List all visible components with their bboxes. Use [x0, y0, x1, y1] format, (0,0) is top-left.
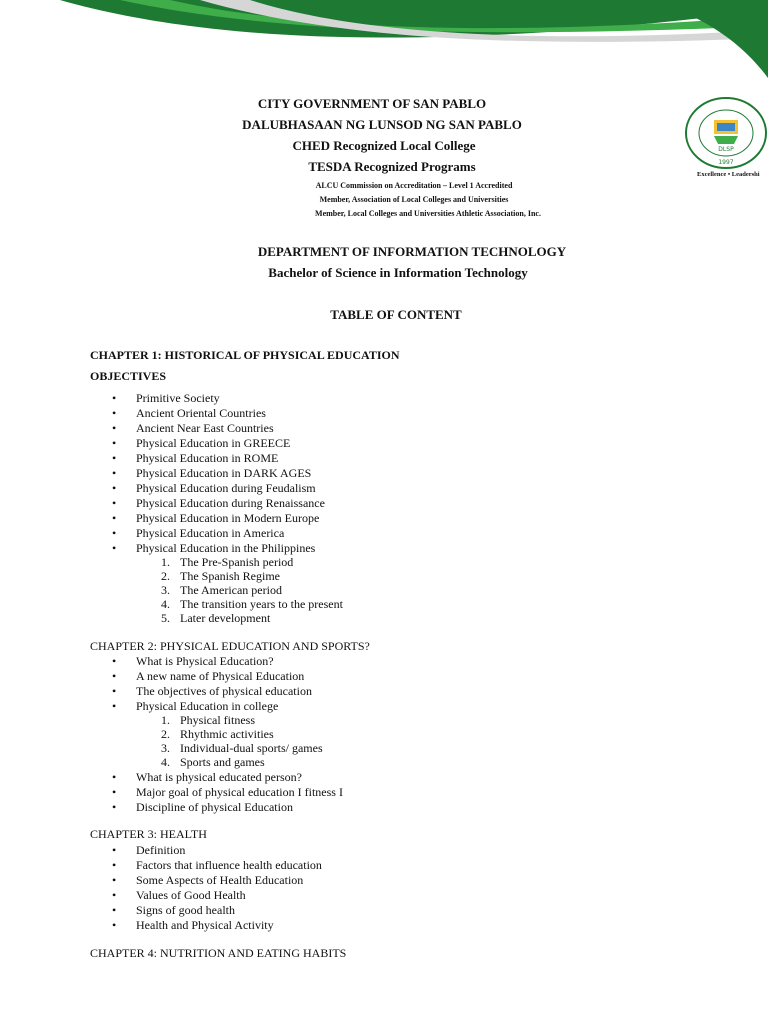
department-title: DEPARTMENT OF INFORMATION TECHNOLOGY	[257, 244, 567, 259]
chapter-1-title: CHAPTER 1: HISTORICAL OF PHYSICAL EDUCATION	[90, 348, 400, 362]
header-line-4: TESDA Recognized Programs	[308, 159, 476, 174]
header-line-3: CHED Recognized Local College	[292, 138, 476, 153]
chapter-2-title: CHAPTER 2: PHYSICAL EDUCATION AND SPORTS?	[90, 639, 370, 653]
header-swoosh-decoration	[0, 0, 768, 80]
chapter-1-objectives: OBJECTIVES	[90, 369, 167, 383]
accreditation-line-3: Member, Local Colleges and Universities Athletic Association, Inc.	[315, 209, 541, 218]
chapter-3-title: CHAPTER 3: HEALTH	[90, 827, 207, 841]
accreditation-line-2: Member, Association of Local Colleges and Universities	[319, 195, 509, 204]
seal-motto: Excellence • Leadershi	[697, 171, 760, 178]
accreditation-line-1: ALCU Commission on Accreditation – Level 1 Accredited	[315, 181, 513, 190]
header-line-1: CITY GOVERNMENT OF SAN PABLO	[257, 96, 487, 111]
program-title: Bachelor of Science in Information Technology	[268, 265, 528, 280]
header-line-2: DALUBHASAAN NG LUNSOD NG SAN PABLO	[242, 117, 522, 132]
seal-abbr: DLSP	[718, 146, 734, 153]
seal-year: 1997	[718, 159, 734, 166]
toc-title: TABLE OF CONTENT	[330, 307, 462, 322]
chapter-4-title: CHAPTER 4: NUTRITION AND EATING HABITS	[90, 946, 347, 960]
